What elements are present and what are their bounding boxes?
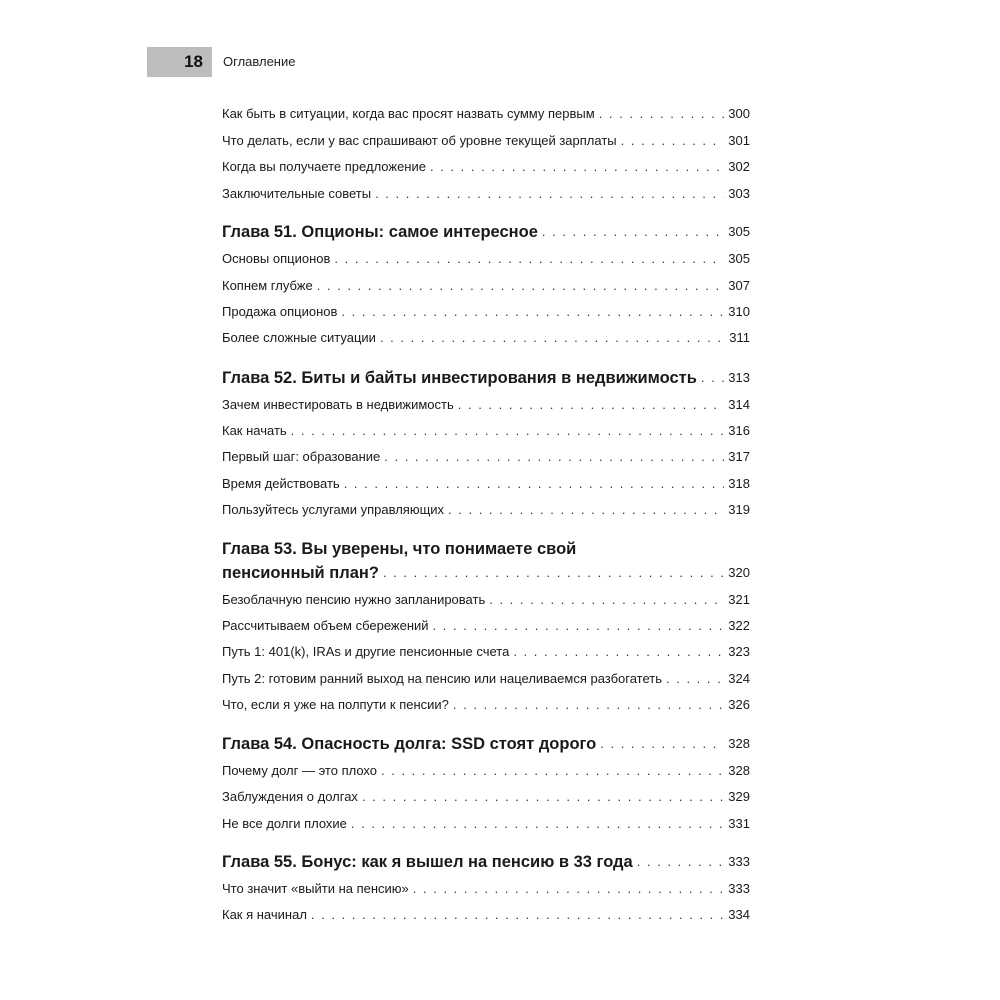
- entry-title: Что, если я уже на полпути к пенсии?: [222, 697, 449, 712]
- entry-page: 317: [728, 449, 750, 464]
- toc-entry: [222, 157, 750, 177]
- toc-entry: [222, 104, 750, 124]
- dot-leader: [513, 642, 724, 662]
- entry-title: Почему долг — это плохо: [222, 763, 378, 778]
- toc-entry: [222, 761, 750, 781]
- toc-entry: [222, 249, 750, 269]
- entry-page: 324: [728, 671, 750, 686]
- chapter-title: Глава 54. Опасность долга: SSD стоят дорого: [222, 735, 597, 753]
- toc-entry: [222, 669, 750, 689]
- dot-leader: [621, 131, 725, 151]
- running-header-title: Оглавление: [223, 54, 296, 69]
- chapter-title: пенсионный план?: [222, 564, 379, 582]
- chapter-title: Глава 55. Бонус: как я вышел на пенсию в 33 года: [222, 853, 633, 871]
- toc-entry: [222, 500, 750, 520]
- entry-page: 331: [728, 816, 750, 831]
- dot-leader: [599, 104, 725, 124]
- dot-leader: [448, 500, 724, 520]
- dot-leader: [380, 328, 725, 348]
- entry-page: 328: [728, 763, 750, 778]
- dot-leader: [351, 814, 724, 834]
- entry-page: 307: [728, 278, 750, 293]
- toc-entry: [222, 302, 750, 322]
- dot-leader: [341, 302, 724, 322]
- entry-page: 316: [728, 423, 750, 438]
- entry-title: Продажа опционов: [222, 304, 338, 319]
- toc-entry: [222, 787, 750, 807]
- dot-leader: [489, 590, 724, 610]
- dot-leader: [311, 905, 724, 925]
- entry-title: Основы опционов: [222, 251, 331, 266]
- toc-entry: [222, 276, 750, 296]
- toc-entry: [222, 421, 750, 441]
- chapter-title-line1: Глава 53. Вы уверены, что понимаете свой: [222, 540, 577, 558]
- chapter-entry: [222, 850, 750, 874]
- chapter-page: 313: [728, 370, 750, 385]
- entry-title: Как я начинал: [222, 907, 307, 922]
- dot-leader: [413, 879, 725, 899]
- dot-leader: [433, 616, 725, 636]
- dot-leader: [383, 561, 724, 585]
- entry-title: Копнем глубже: [222, 278, 313, 293]
- entry-title: Пользуйтесь услугами управляющих: [222, 502, 445, 517]
- entry-title: Что значит «выйти на пенсию»: [222, 881, 409, 896]
- entry-page: 321: [728, 592, 750, 607]
- dot-leader: [362, 787, 724, 807]
- entry-page: 311: [729, 330, 750, 345]
- dot-leader: [334, 249, 724, 269]
- entry-page: 319: [728, 502, 750, 517]
- toc-entry: [222, 184, 750, 204]
- entry-page: 329: [728, 789, 750, 804]
- chapter-title: Глава 52. Биты и байты инвестирования в недвижимость: [222, 369, 697, 387]
- chapter-title: Глава 51. Опционы: самое интересное: [222, 223, 538, 241]
- entry-page: 300: [728, 106, 750, 121]
- dot-leader: [701, 366, 724, 390]
- dot-leader: [430, 157, 724, 177]
- toc-entry: [222, 395, 750, 415]
- toc-entry: [222, 814, 750, 834]
- dot-leader: [291, 421, 725, 441]
- chapter-page: 320: [728, 565, 750, 580]
- dot-leader: [384, 447, 724, 467]
- entry-title: Безоблачную пенсию нужно запланировать: [222, 592, 486, 607]
- toc-entry: [222, 695, 750, 715]
- dot-leader: [453, 695, 724, 715]
- dot-leader: [458, 395, 725, 415]
- page-number-box: [147, 47, 212, 77]
- entry-page: 322: [728, 618, 750, 633]
- entry-page: 334: [728, 907, 750, 922]
- dot-leader: [600, 732, 724, 756]
- entry-title: Путь 2: готовим ранний выход на пенсию или нацеливаемся разбогатеть: [222, 671, 663, 686]
- entry-page: 303: [728, 186, 750, 201]
- chapter-entry: [222, 220, 750, 244]
- entry-title: Когда вы получаете предложение: [222, 159, 426, 174]
- entry-page: 314: [728, 397, 750, 412]
- entry-title: Время действовать: [222, 476, 340, 491]
- toc-entry: [222, 131, 750, 151]
- entry-title: Заблуждения о долгах: [222, 789, 358, 804]
- toc-entry: [222, 474, 750, 494]
- chapter-page: 328: [728, 736, 750, 751]
- entry-title: Что делать, если у вас спрашивают об уровне текущей зарплаты: [222, 133, 617, 148]
- entry-title: Как начать: [222, 423, 287, 438]
- toc-entry: [222, 905, 750, 925]
- toc-entry: [222, 447, 750, 467]
- toc-entry: [222, 590, 750, 610]
- dot-leader: [375, 184, 724, 204]
- toc-entry: [222, 616, 750, 636]
- entry-title: Рассчитываем объем сбережений: [222, 618, 429, 633]
- chapter-entry: [222, 561, 750, 585]
- dot-leader: [637, 850, 725, 874]
- entry-page: 326: [728, 697, 750, 712]
- entry-title: Зачем инвестировать в недвижимость: [222, 397, 454, 412]
- entry-page: 301: [728, 133, 750, 148]
- entry-title: Как быть в ситуации, когда вас просят назвать сумму первым: [222, 106, 595, 121]
- entry-page: 305: [728, 251, 750, 266]
- chapter-page: 305: [728, 224, 750, 239]
- toc-entry: [222, 879, 750, 899]
- page-number: 18: [184, 52, 203, 71]
- entry-title: Путь 1: 401(k), IRAs и другие пенсионные счета: [222, 644, 510, 659]
- dot-leader: [317, 276, 725, 296]
- page-header: [147, 47, 747, 77]
- entry-page: 302: [728, 159, 750, 174]
- toc-entry: [222, 328, 750, 348]
- chapter-page: 333: [728, 854, 750, 869]
- entry-page: 318: [728, 476, 750, 491]
- entry-title: Не все долги плохие: [222, 816, 347, 831]
- entry-title: Первый шаг: образование: [222, 449, 381, 464]
- entry-page: 333: [728, 881, 750, 896]
- entry-title: Более сложные ситуации: [222, 330, 376, 345]
- chapter-entry: [222, 732, 750, 756]
- dot-leader: [542, 220, 724, 244]
- entry-page: 310: [728, 304, 750, 319]
- dot-leader: [381, 761, 724, 781]
- chapter-entry: [222, 366, 750, 390]
- dot-leader: [344, 474, 725, 494]
- entry-page: 323: [728, 644, 750, 659]
- dot-leader: [666, 669, 724, 689]
- toc-entry: [222, 642, 750, 662]
- entry-title: Заключительные советы: [222, 186, 372, 201]
